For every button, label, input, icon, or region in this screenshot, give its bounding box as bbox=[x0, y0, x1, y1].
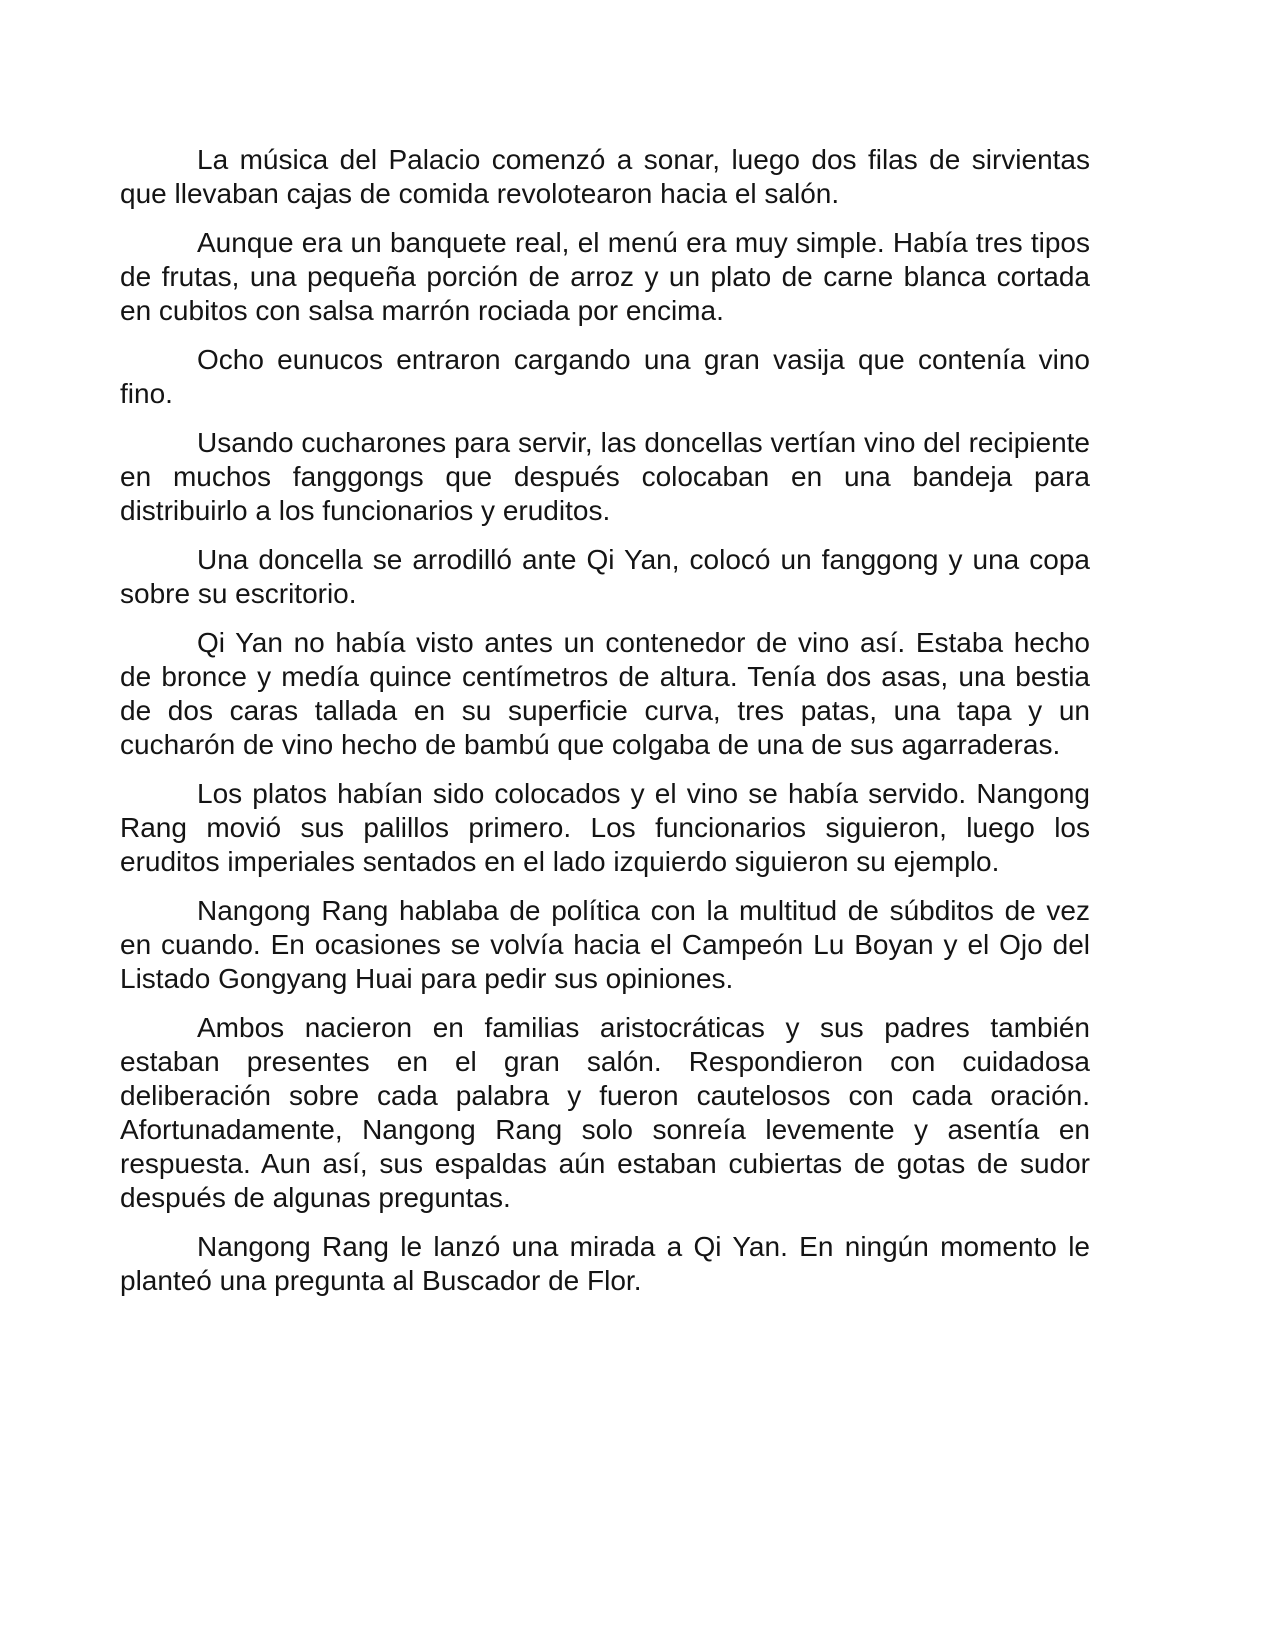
paragraph: Nangong Rang hablaba de política con la multitud de súbditos de vez en cuando. En ocasiones se volvía hacia el Campeón Lu Boyan y el Ojo del Listado Gongyang Huai para pedir sus opiniones. bbox=[120, 895, 1090, 994]
paragraph: Usando cucharones para servir, las doncellas vertían vino del recipiente en muchos fanggongs que después colocaban en una bandeja para distribuirlo a los funcionarios y eruditos. bbox=[120, 427, 1090, 526]
paragraph: Qi Yan no había visto antes un contenedor de vino así. Estaba hecho de bronce y medía quince centímetros de altura. Tenía dos asas, una bestia de dos caras tallada en su superficie curva, tres patas, una tapa y un cucharón de vino hecho de bambú que colgaba de una de sus agarraderas. bbox=[120, 627, 1090, 760]
paragraph: La música del Palacio comenzó a sonar, luego dos filas de sirvientas que llevaban cajas de comida revolotearon hacia el salón. bbox=[120, 144, 1090, 209]
paragraph: Ambos nacieron en familias aristocráticas y sus padres también estaban presentes en el gran salón. Respondieron con cuidadosa deliberación sobre cada palabra y fueron cautelosos con cada oración. Afortunadamente, Nangong Rang solo sonreía levemente y asentía en respuesta. Aun así, sus espaldas aún estaban cubiertas de gotas de sudor después de algunas preguntas. bbox=[120, 1012, 1090, 1213]
paragraph: Los platos habían sido colocados y el vino se había servido. Nangong Rang movió sus palillos primero. Los funcionarios siguieron, luego los eruditos imperiales sentados en el lado izquierdo siguieron su ejemplo. bbox=[120, 778, 1090, 877]
body-text bbox=[120, 143, 1090, 1313]
paragraph: Aunque era un banquete real, el menú era muy simple. Había tres tipos de frutas, una pequeña porción de arroz y un plato de carne blanca cortada en cubitos con salsa marrón rociada por encima. bbox=[120, 227, 1090, 326]
paragraph: Una doncella se arrodilló ante Qi Yan, colocó un fanggong y una copa sobre su escritorio. bbox=[120, 544, 1090, 609]
paragraph: Nangong Rang le lanzó una mirada a Qi Yan. En ningún momento le planteó una pregunta al Buscador de Flor. bbox=[120, 1231, 1090, 1296]
paragraph: Ocho eunucos entraron cargando una gran vasija que contenía vino fino. bbox=[120, 344, 1090, 409]
